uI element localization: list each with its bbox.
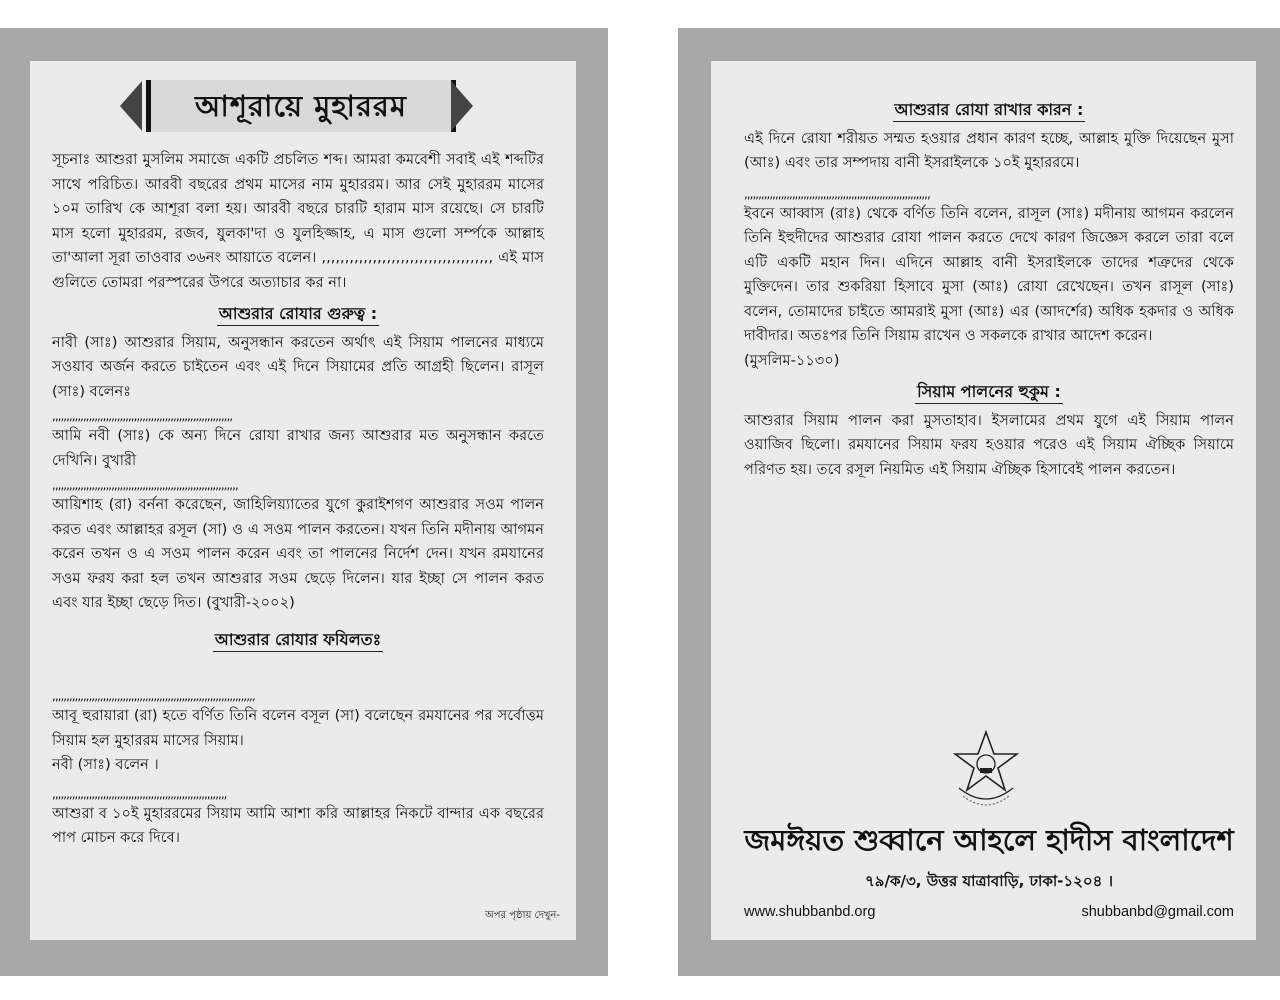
arabic-placeholder-4: ,,,,,,,,,,,,,,,,,,,,,,,,,,,,,,,,,,,,,,,,,,,,,,,,,,,,,,,,,,,,,, — [52, 786, 227, 801]
virtue-paragraph-2: নবী (সাঃ) বলেন । — [52, 756, 159, 773]
reason-paragraph-1: এই দিনে রোযা শরীয়ত সম্মত হওয়ার প্রধান কারণ হচ্ছে, আল্লাহ মুক্তি দিয়েছেন মুসা (আঃ) এবং তার সম্পদায় বানী ইসরাইলকে ১০ই মুহাররমে। — [744, 129, 1234, 171]
page-title: আশূরায়ে মুহাররম — [146, 80, 456, 132]
star-emblem-icon — [953, 730, 1019, 810]
left-page-content — [52, 148, 544, 851]
right-page-content — [744, 98, 1234, 482]
virtue-paragraph-3: আশুরা ব ১০ই মুহাররমের সিয়াম আমি আশা করি আল্লাহর নিকটে বান্দার এক বছরের পাপ মোচন করে দিবে। — [52, 804, 544, 846]
email-link[interactable]: shubbanbd@gmail.com — [1081, 904, 1234, 920]
arabic-placeholder-5: ,,,,,,,,,,,,,,,,,,,,,,,,,,,,,,,,,,,,,,,,,,,,,,,,,,,,,,,,,,,,,,,,,, — [744, 186, 930, 201]
section-heading-importance: আশুরার রোযার গুরুত্ব : — [217, 302, 379, 326]
section-heading-virtue: আশুরার রোযার ফযিলতঃ — [213, 628, 383, 652]
website-link[interactable]: www.shubbanbd.org — [744, 904, 876, 920]
arabic-placeholder-3: ,,,,,,,,,,,,,,,,,,,,,,,,,,,,,,,,,,,,,,,,,,,,,,,,,,,,,,,,,,,,,,,,,,,,,,,, — [52, 689, 255, 703]
reason-reference: (মুসলিম-১১৩০) — [744, 351, 840, 369]
arabic-placeholder-1: ,,,,,,,,,,,,,,,,,,,,,,,,,,,,,,,,,,,,,,,,,,,,,,,,,,,,,,,,,,,,,,,, — [52, 409, 233, 423]
section-heading-ruling: সিয়াম পালনের হুকুম : — [915, 380, 1063, 404]
importance-paragraph-2: আমি নবী (সাঃ) কে অন্য দিনে রোযা রাখার জন্য আশুরার মত অনুসন্ধান করতে দেখিনি। বুখারী — [52, 427, 544, 469]
organization-name: জমঈয়ত শুব্বানে আহলে হাদীস বাংলাদেশ — [744, 823, 1234, 857]
importance-paragraph-3: আয়িশাহ (রা) বর্ননা করেছেন, জাহিলিয়্যাতের যুগে কুরাইশগণ আশুরার সওম পালন করত এবং আল্লাহর রসূল (সা) ও এ সওম পালন করতেন। যখন তিনি মদীনায় আগমন করেন তখন ও এ সওম পালন করেন এবং তা পালনের নির্দেশ দেন। যখন রমযানের সওম ফরয করা হল তখন আশুরার সওম ছেড়ে দিলেন। যার ইচ্ছা সে পালন করত এবং যার ইচ্ছা ছেড়ে দিত। (বুখারী-২০০২) — [52, 496, 544, 611]
intro-paragraph: সূচনাঃ আশুরা মুসলিম সমাজে একটি প্রচলিত শব্দ। আমরা কমবেশী সবাই এই শব্দটির সাথে পরিচিত। আরবী বছরের প্রথম মাসের নাম মুহাররম। আর সেই মুহাররম মাসের ১০ম তারিখ কে আশূরা বলা হয়। আরবী বছরে চারটি হারাম মাস রয়েছে। সে চারটি মাস হলো মুহাররম, রজব, যুলকা'দা ও যুলহিজ্জাহ, এ মাস গুলো সর্ম্পকে আল্লাহ তা'আলা সূরা তাওবার ৩৬নং আয়াতে বলেন। ,,,,,,,,,,,,,,,,,,,,,,,,,,,,,,,,,,,,, এই মাস গুলিতে তোমরা পরস্পরের উপরে অত্যাচার কর না। — [52, 151, 544, 291]
virtue-paragraph-1: আবূ হুরায়ারা (রা) হতে বর্ণিত তিনি বলেন বসূল (সা) বলেছেন রমযানের পর সর্বোত্তম সিয়াম হল মুহাররম মাসের সিয়াম। — [52, 707, 544, 749]
importance-paragraph-1: নাবী (সাঃ) আশুরার সিয়াম, অনুসন্ধান করতেন অর্থাৎ এই সিয়াম পালনের মাধ্যমে সওয়াব অর্জন করতে চাইতেন এবং এই দিনে সিয়ামের প্রতি আগ্রহী ছিলেন। রাসূল (সাঃ) বলেনঃ — [52, 333, 544, 400]
title-right-arrow-icon — [451, 81, 473, 131]
see-other-page-note: অপর পৃষ্ঠায় দেখুন- — [485, 910, 560, 921]
arabic-placeholder-2: ,,,,,,,,,,,,,,,,,,,,,,,,,,,,,,,,,,,,,,,,,,,,,,,,,,,,,,,,,,,,,,,,,, — [52, 478, 238, 492]
section-heading-reason: আশুরার রোযা রাখার কারন : — [893, 98, 1086, 122]
organization-address: ৭৯/ক/৩, উত্তর যাত্রাবাড়ি, ঢাকা-১২০৪ । — [865, 872, 1113, 890]
ruling-paragraph: আশুরার সিয়াম পালন করা মুসতাহাব। ইসলামের প্রথম যুগে এই সিয়াম পালন ওয়াজিব ছিলো। রমযানের সিয়াম ফরয হওয়ার পরেও এই সিয়াম ঐচ্ছিক সিয়ামে পরিণত হয়। তবে রসূল নিয়মিত এই সিয়াম ঐচ্ছিক হিসাবেই পালন করতেন। — [744, 411, 1234, 478]
title-left-arrow-icon — [120, 81, 142, 131]
reason-paragraph-2: ইবনে আব্বাস (রাঃ) থেকে বর্ণিত তিনি বলেন, রাসূল (সাঃ) মদীনায় আগমন করলেন তিনি ইহুদীদের আশুরার রোযা পালন করতে দেখে কারণ জিজ্ঞেস করলে তারা বলে এটি একটি মহান দিন। এদিনে আল্লাহ বানী ইসরাইলকে তাদের শত্রুদের থেকে মুক্তিদেন। তার শুকরিয়া হিসাবে মুসা (আঃ) রোযা রেখেছেন। তখন রাসূল (সাঃ) বলেন, তোমাদের চাইতে আমরাই মুসা (আঃ) এর (আদর্শের) অধিক হকদার ও অধিক দাবীদার। অতঃপর তিনি সিয়াম রাখেন ও সকলকে রাখার আদেশ করেন। — [744, 204, 1234, 344]
